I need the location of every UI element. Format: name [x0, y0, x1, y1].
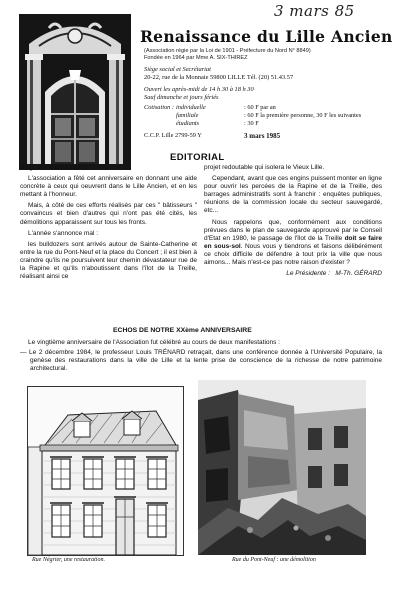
cotisation-label: Cotisation :: [144, 104, 174, 111]
handwritten-date: 3 mars 85: [274, 2, 355, 20]
demolition-photo: [198, 380, 366, 555]
cotisation-individual-label: individuelle: [176, 104, 206, 111]
caption-right: Rue du Pont-Neuf : une démolition: [232, 557, 316, 563]
editorial-paragraph: L'année s'annonce mal :: [28, 229, 99, 237]
cotisation-student-value: : 30 F: [244, 120, 259, 127]
facade-drawing: [27, 386, 184, 556]
signature: [204, 270, 382, 278]
editorial-left-column: [20, 164, 197, 281]
editorial-right-column: [204, 164, 382, 278]
hours-line-1: Ouvert les après-midi de 14 h 30 à 18 h 30: [144, 86, 254, 93]
editorial-paragraph: projet redoutable qui isolera le Vieux Lille.: [204, 164, 325, 171]
editorial-paragraph: Mais, à côté de ces efforts réalisés par ces " bâtisseurs " convaincus et bien d'autres qui n'ont pas été cités, les démolitions apparaissent sur tous les fronts.: [20, 202, 197, 226]
echos-intro: Le vingtième anniversaire de l'Association fut célébré au cours de deux manifestations :: [28, 339, 280, 346]
cotisation-individual-value: : 60 F par an: [244, 104, 276, 111]
editorial-paragraph: Vingt ans d'existence...: [20, 164, 87, 171]
masthead-title: Renaissance du Lille Ancien: [140, 27, 393, 46]
issue-date: 3 mars 1985: [244, 132, 281, 140]
editorial-heading: EDITORIAL: [170, 152, 225, 163]
echos-body: [20, 339, 382, 373]
signature-name: M-Th. GÉRARD: [335, 270, 382, 278]
editorial-paragraph: [204, 219, 382, 268]
address: 20-22, rue de la Monnaie 59800 LILLE Tél. (20) 51.43.57: [144, 74, 294, 81]
signature-label: Le Présidente :: [286, 270, 330, 278]
editorial-paragraph: les bulldozers sont arrivés autour de Sainte-Catherine et entre la rue du Pont-Neuf et la place du Concert ; il est bien à craindre qu'ils ne poursuivent leur chemin dévastateur rue de la Rapine et qu'ils n'aboutissent dans l'îlot de la Treille, réalisant ainsi ce: [20, 240, 197, 281]
cotisation-student-label: étudiants: [176, 120, 200, 127]
ccp-number: C.C.P. Lille 2799-59 Y: [144, 132, 202, 139]
editorial-text: Nous rappelons que, conformément aux conditions prévues dans le plan de sauvegarde approuvé par le Conseil d'Etat en 1980, le passage de l'îlot de la Treille: [204, 218, 382, 242]
echos-item: — Le 2 décembre 1984, le professeur Louis TRÉNARD retraçait, dans une conférence donnée à l'Université Populaire, la genèse des restaurations dans la ville de Lille et la lente prise de conscience de la richesse de notre patrimoine architectural.: [20, 349, 382, 373]
echos-heading: ECHOS DE NOTRE XXème ANNIVERSAIRE: [113, 327, 252, 334]
editorial-text: . Nous vous y tiendrons et faisons délibérément ce choix difficile de défendre à tout prix la ville que nous aimons... Mais n'est-ce pas notre raison d'exister ?: [204, 242, 383, 267]
logo-doorway-engraving: [19, 14, 131, 170]
cotisation-family-label: familiale: [176, 112, 199, 119]
editorial-paragraph: Cependant, avant que ces engins puissent monter en ligne pour ouvrir les percées de la Rapine et de la Treille, des barrages administratifs sont à franchir : enquêtes publiques, réunions de la commission locale du secteur sauvegardé, etc...: [204, 175, 382, 215]
editorial-paragraph: L'association a fêté cet anniversaire en donnant une aide concrète à ceux qui oeuvrent dans le Lille Ancien, et en les mettant à l'honneur.: [20, 175, 197, 199]
cotisation-family-value: : 60 F la première personne, 30 F les suivantes: [244, 112, 362, 119]
founded-line: Fondée en 1964 par Mme A. SIX-THIREZ: [144, 55, 248, 61]
seat-label: Siège social et Secrétariat: [144, 66, 211, 73]
emphasis-underground: doit se faire en sous-sol: [204, 234, 382, 250]
hours-line-2: Sauf dimanche et jours fériés: [144, 94, 219, 101]
association-line: (Association régie par la Loi de 1901 - Préfecture du Nord N° 8849): [144, 48, 311, 54]
caption-left: Rue Négrier, une restauration.: [32, 557, 105, 563]
